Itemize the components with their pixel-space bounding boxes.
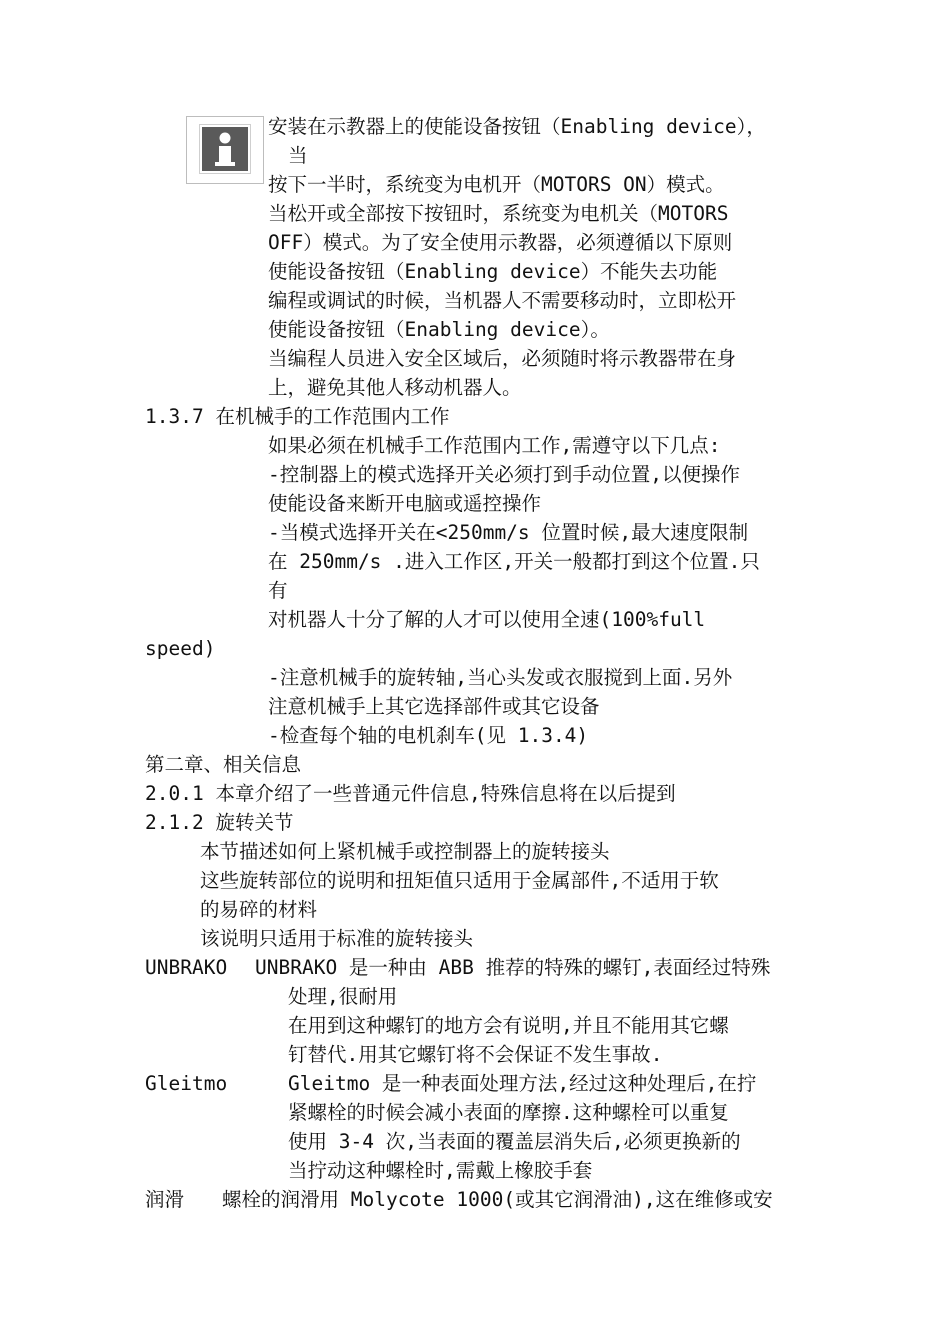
info-icon	[199, 124, 251, 174]
note-icon-frame	[186, 116, 264, 184]
text-line: 当	[288, 144, 308, 167]
section-heading: 1.3.7 在机械手的工作范围内工作	[145, 405, 450, 428]
text-line: 本节描述如何上紧机械手或控制器上的旋转接头	[200, 840, 610, 863]
term-label: Gleitmo	[145, 1072, 228, 1095]
section-heading: 2.0.1 本章介绍了一些普通元件信息,特殊信息将在以后提到	[145, 782, 676, 805]
text-line: -当模式选择开关在<250mm/s 位置时候,最大速度限制	[268, 521, 749, 544]
text-line: 紧螺栓的时候会减小表面的摩擦.这种螺栓可以重复	[288, 1101, 729, 1124]
text-line: 编程或调试的时候，当机器人不需要移动时，立即松开	[268, 289, 737, 312]
text-line: OFF）模式。为了安全使用示教器，必须遵循以下原则	[268, 231, 733, 254]
text-line: -控制器上的模式选择开关必须打到手动位置,以便操作	[268, 463, 740, 486]
text-line: 该说明只适用于标准的旋转接头	[200, 927, 474, 950]
text-line: 钉替代.用其它螺钉将不会保证不发生事故.	[288, 1043, 663, 1066]
text-line: 安装在示教器上的使能设备按钮（Enabling device），	[268, 115, 766, 138]
text-line: 有	[268, 579, 288, 602]
chapter-heading: 第二章、相关信息	[145, 753, 302, 776]
text-line: 注意机械手上其它选择部件或其它设备	[268, 695, 600, 718]
term-definition: UNBRAKO 是一种由 ABB 推荐的特殊的螺钉,表面经过特殊	[255, 956, 771, 979]
text-line: 当编程人员进入安全区域后，必须随时将示教器带在身	[268, 347, 737, 370]
text-line: 这些旋转部位的说明和扭矩值只适用于金属部件,不适用于软	[200, 869, 719, 892]
text-line: 如果必须在机械手工作范围内工作,需遵守以下几点:	[268, 434, 721, 457]
text-line: 在用到这种螺钉的地方会有说明,并且不能用其它螺	[288, 1014, 729, 1037]
term-definition: Gleitmo 是一种表面处理方法,经过这种处理后,在拧	[288, 1072, 757, 1095]
text-line: 对机器人十分了解的人才可以使用全速(100%full	[268, 608, 706, 631]
text-line: 在 250mm/s .进入工作区,开关一般都打到这个位置.只	[268, 550, 760, 573]
text-line: -注意机械手的旋转轴,当心头发或衣服搅到上面.另外	[268, 666, 733, 689]
text-line: 当拧动这种螺栓时,需戴上橡胶手套	[288, 1159, 593, 1182]
text-line: -检查每个轴的电机刹车(见 1.3.4)	[268, 724, 589, 747]
text-line: 当松开或全部按下按钮时，系统变为电机关（MOTORS	[268, 202, 729, 225]
text-line: 使能设备按钮（Enabling device）不能失去功能	[268, 260, 718, 283]
term-label: UNBRAKO	[145, 956, 228, 979]
text-line: speed)	[145, 637, 216, 660]
text-line: 使能设备按钮（Enabling device）。	[268, 318, 610, 341]
text-line: 使用 3-4 次,当表面的覆盖层消失后,必须更换新的	[288, 1130, 741, 1153]
text-line: 使能设备来断开电脑或遥控操作	[268, 492, 542, 515]
text-line: 上，避免其他人移动机器人。	[268, 376, 522, 399]
section-heading: 2.1.2 旋转关节	[145, 811, 294, 834]
term-label: 润滑	[145, 1188, 185, 1211]
text-line: 的易碎的材料	[200, 898, 318, 921]
text-line: 处理,很耐用	[288, 985, 398, 1008]
term-definition: 螺栓的润滑用 Molycote 1000(或其它润滑油),这在维修或安	[222, 1188, 773, 1211]
text-line: 按下一半时，系统变为电机开（MOTORS ON）模式。	[268, 173, 725, 196]
